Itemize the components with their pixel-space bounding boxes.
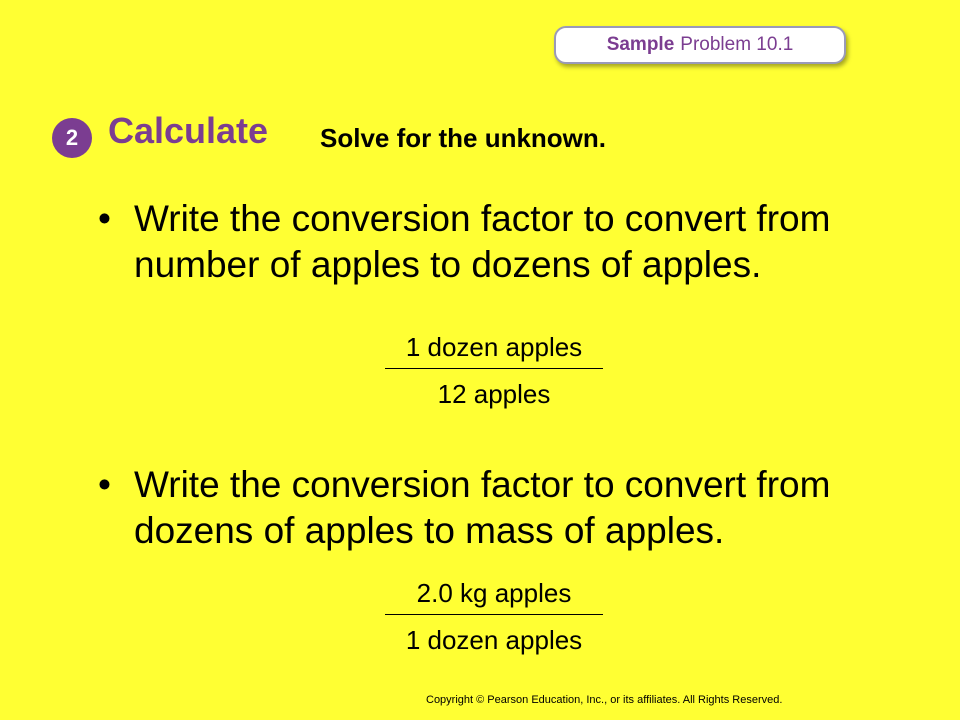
bullet-marker: • [98,464,111,505]
bullet-text: Write the conversion factor to convert from number of apples to dozens of apples. [134,198,831,285]
sample-problem-badge [554,26,846,64]
bullet-item-1 [98,196,898,288]
bullet-marker: • [98,198,111,239]
fraction-numerator: 2.0 kg apples [416,578,572,608]
fraction-bar [385,614,603,615]
conversion-factor-2 [374,576,614,657]
step-title: Calculate [108,110,269,151]
bullet-item-2 [98,462,898,554]
step-subtitle: Solve for the unknown. [320,123,607,153]
badge-problem-number: Problem 10.1 [680,34,794,55]
fraction-bar [385,368,603,369]
fraction-denominator: 1 dozen apples [405,625,583,655]
badge-sample-label: Sample [606,34,675,55]
fraction-numerator: 1 dozen apples [405,332,583,362]
step-number-circle: 2 [52,118,92,158]
fraction-denominator: 12 apples [437,379,551,409]
bullet-text: Write the conversion factor to convert from dozens of apples to mass of apples. [134,464,831,551]
copyright-notice: Copyright © Pearson Education, Inc., or its affiliates. All Rights Reserved. [426,694,783,706]
conversion-factor-1 [374,330,614,411]
